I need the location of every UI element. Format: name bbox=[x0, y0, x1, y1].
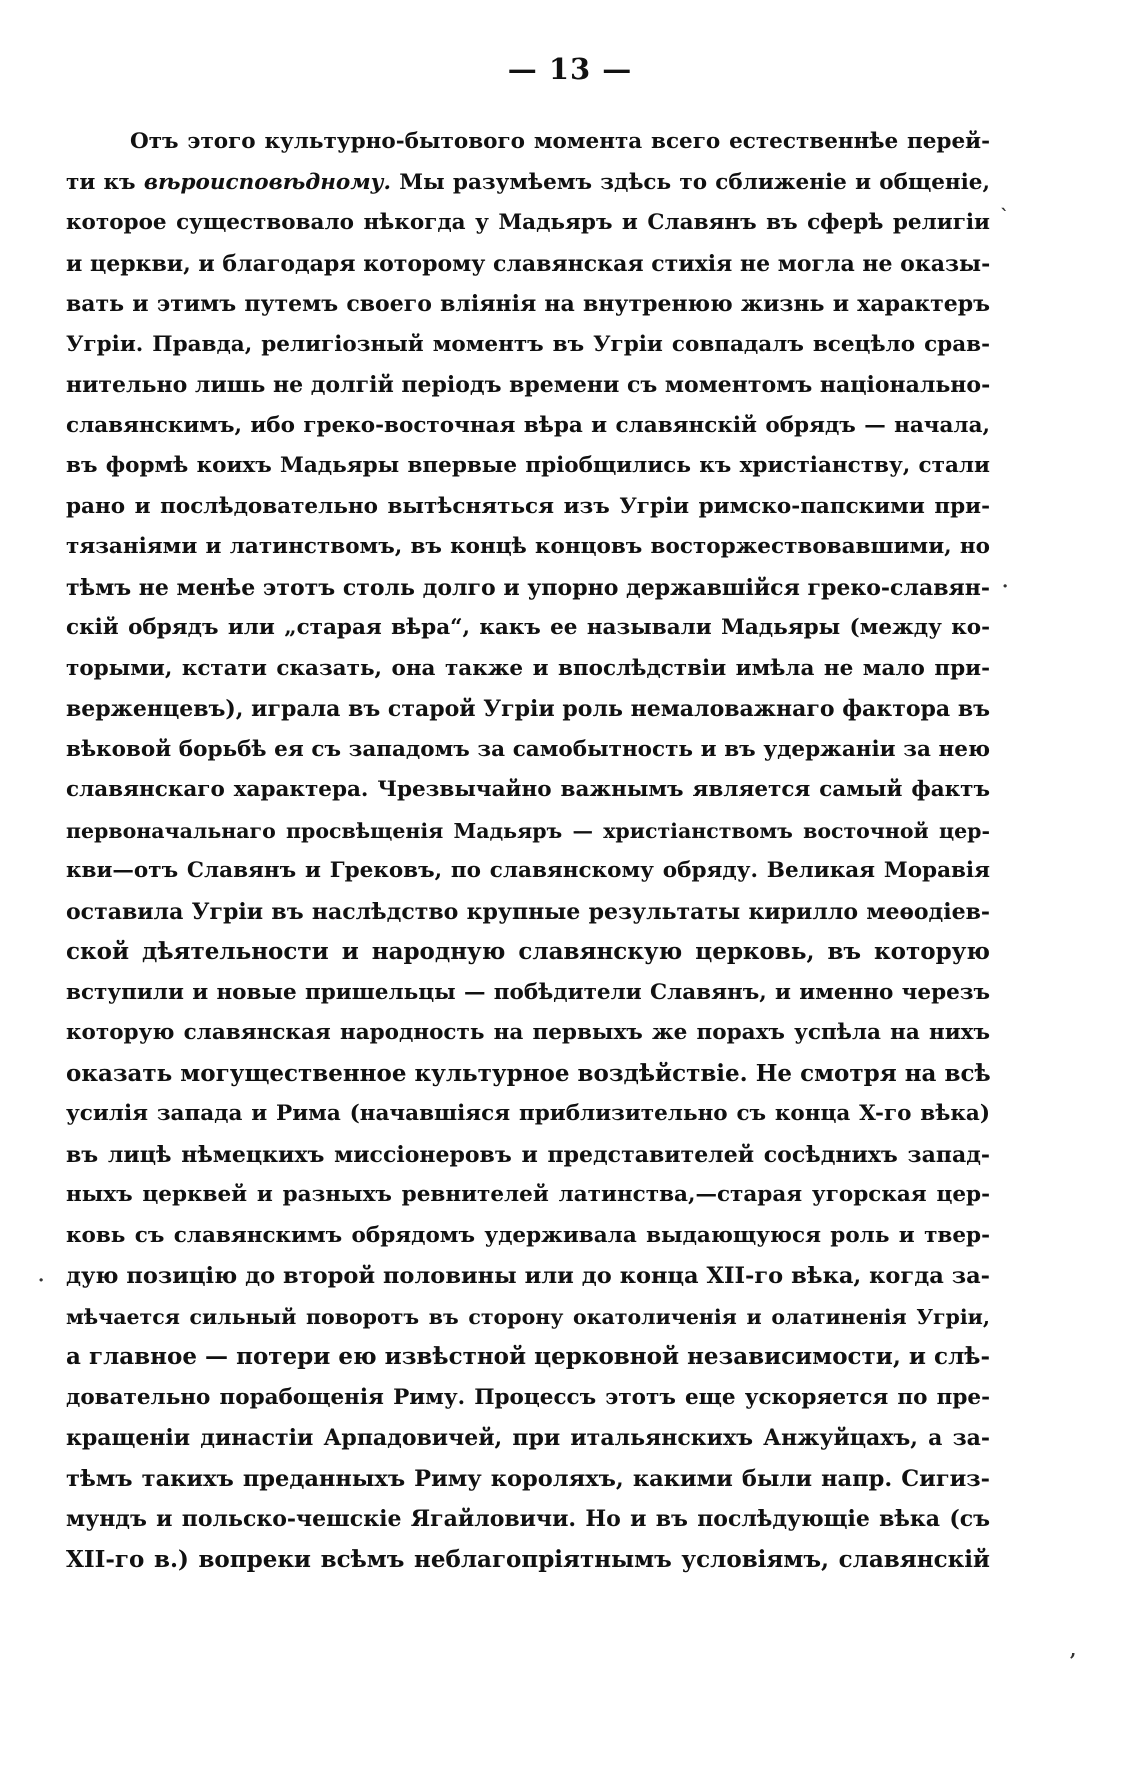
text-line: мѣчается сильный поворотъ въ сторону окатоличенія и олатиненія Угріи, bbox=[66, 1304, 990, 1329]
text-line: кви—отъ Славянъ и Грековъ, по славянскому обряду. Великая Моравія bbox=[66, 858, 990, 883]
text-line: которую славянская народность на первыхъ же порахъ успѣла на нихъ bbox=[66, 1020, 990, 1045]
text-line: ковь съ славянскимъ обрядомъ удерживала выдающуюся роль и твер- bbox=[66, 1222, 990, 1248]
text-line: скій обрядъ или „старая вѣра“, какъ ее называли Мадьяры (между ко- bbox=[66, 615, 990, 640]
text-line: рано и послѣдовательно вытѣсняться изъ Угріи римско-папскими при- bbox=[66, 493, 990, 519]
text-line: тѣмъ такихъ преданныхъ Риму короляхъ, какими были напр. Сигиз- bbox=[66, 1465, 990, 1492]
text-line-suffix: Мы разумѣемъ здѣсь то сближеніе и общеніе, bbox=[399, 169, 990, 195]
stray-mark: · bbox=[1002, 576, 1009, 597]
text-line: нительно лишь не долгій періодъ времени съ моментомъ національно- bbox=[66, 372, 991, 398]
text-line: а главное — потери ею извѣстной церковной независимости, и слѣ- bbox=[66, 1343, 990, 1370]
stray-mark: · bbox=[38, 1270, 45, 1291]
text-line: Отъ этого культурно-бытового момента всего естественнѣе перей- bbox=[130, 129, 990, 154]
text-line: славянскимъ, ибо греко-восточная вѣра и славянскій обрядъ — начала, bbox=[66, 412, 990, 438]
text-line: торыми, кстати сказать, она также и впослѣдствіи имѣла не мало при- bbox=[66, 655, 990, 681]
text-line: XII-го в.) вопреки всѣмъ неблагопріятнымъ условіямъ, славянскій bbox=[66, 1545, 990, 1573]
text-line: въ формѣ коихъ Мадьяры впервые пріобщились къ христіанству, стали bbox=[66, 453, 990, 478]
text-line: и церкви, и благодаря которому славянская стихія не могла не оказы- bbox=[66, 250, 991, 277]
text-line: ской дѣятельности и народную славянскую церковь, въ которую bbox=[66, 938, 990, 965]
text-line: въ лицѣ нѣмецкихъ миссіонеровъ и представителей сосѣднихъ запад- bbox=[66, 1141, 990, 1168]
text-line: оказать могущественное культурное воздѣйствіе. Не смотря на всѣ bbox=[66, 1059, 991, 1087]
text-line: усилія запада и Рима (начавшіяся приблизительно съ конца X-го вѣка) bbox=[66, 1101, 990, 1126]
text-line: которое существовало нѣкогда у Мадьяръ и Славянъ въ сферѣ религіи bbox=[66, 210, 990, 235]
stray-mark: , bbox=[1070, 1640, 1077, 1661]
text-line: дую позицію до второй половины или до конца XII-го вѣка, когда за- bbox=[66, 1263, 990, 1289]
text-line: кращеніи династіи Арпадовичей, при итальянскихъ Анжуйцахъ, а за- bbox=[66, 1425, 990, 1451]
stray-mark: ` bbox=[1000, 206, 1009, 227]
italic-term: вѣроисповѣдному. bbox=[143, 169, 392, 195]
text-line: тѣмъ не менѣе этотъ столь долго и упорно державшійся греко-славян- bbox=[66, 574, 990, 601]
text-line: первоначальнаго просвѣщенія Мадьяръ — христіанствомъ восточной цер- bbox=[66, 818, 990, 843]
text-line-prefix: ти къ bbox=[66, 169, 136, 195]
text-line: довательно порабощенія Риму. Процессъ этотъ еще ускоряется по пре- bbox=[66, 1384, 990, 1410]
text-line: Угріи. Правда, религіозный моментъ въ Угріи совпадалъ всецѣло срав- bbox=[66, 331, 990, 357]
text-line: вать и этимъ путемъ своего вліянія на внутренюю жизнь и характеръ bbox=[66, 291, 990, 317]
page-number: — 13 — bbox=[507, 52, 633, 86]
body-text bbox=[66, 122, 990, 1580]
text-line: верженцевъ), играла въ старой Угріи роль немаловажнаго фактора въ bbox=[66, 696, 990, 722]
text-line: оставила Угріи въ наслѣдство крупные результаты кирилло меѳодіев- bbox=[66, 898, 990, 925]
text-line bbox=[66, 163, 990, 204]
text-line: тязаніями и латинствомъ, въ концѣ концовъ восторжествовавшими, но bbox=[66, 534, 990, 559]
text-line: мундъ и польско-чешскіе Ягайловичи. Но и въ послѣдующіе вѣка (съ bbox=[66, 1506, 990, 1532]
text-line: ныхъ церквей и разныхъ ревнителей латинства,—старая угорская цер- bbox=[66, 1182, 990, 1207]
text-line: вѣковой борьбѣ ея съ западомъ за самобытность и въ удержаніи за нею bbox=[66, 736, 990, 762]
text-line: славянскаго характера. Чрезвычайно важнымъ является самый фактъ bbox=[66, 777, 990, 802]
text-line: вступили и новые пришельцы — побѣдители Славянъ, и именно черезъ bbox=[66, 979, 990, 1005]
